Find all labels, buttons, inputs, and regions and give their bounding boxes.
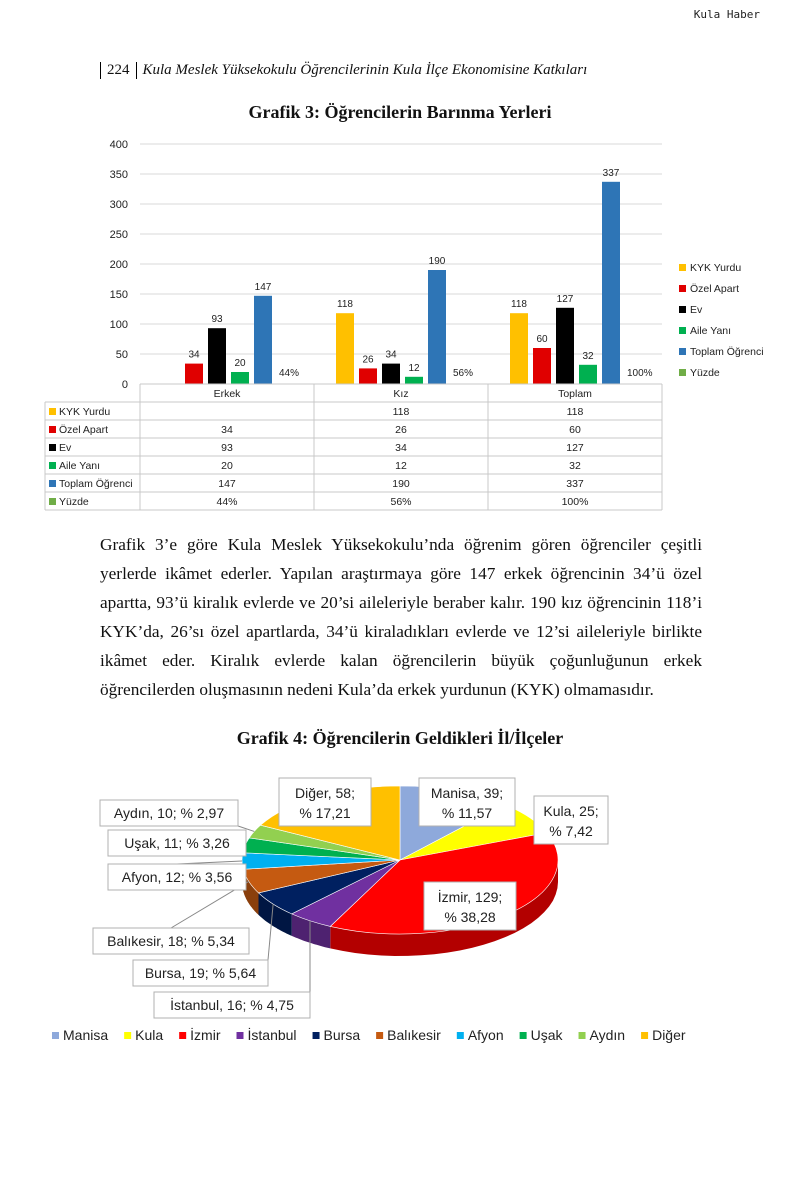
- legend-label: Kula: [135, 1027, 164, 1043]
- table-cell: 60: [569, 424, 581, 436]
- table-cell: 20: [221, 460, 233, 472]
- legend-label: İzmir: [190, 1027, 221, 1043]
- table-cell: 12: [395, 460, 407, 472]
- legend-swatch: [457, 1032, 464, 1039]
- body-paragraph: Grafik 3’e göre Kula Meslek Yüksekokulu’nda öğrenim gören öğrenciler çeşitli yerlerde ikâmet ederler. Yapılan araştırmaya göre 147 erkek öğrencinin 34’ü özel apartta, 93’ü kiralık evlerde ve 20’si aileleriyle beraber kalır. 190 kız öğrencinin 118’i KYK’da, 26’sı özel apartlarda, 34’ü kiraladıkları evlerde ve 12’si aileleriyle birlikte ikâmet eder. Kiralık evlerde kalan öğrencilerin büyük çoğunluğunun erkek öğrencilerden oluşmasının nedeni Kula’da erkek yurdunun (KYK) olmamasıdır.: [100, 535, 702, 699]
- table-cell: 32: [569, 460, 581, 472]
- legend-swatch: [179, 1032, 186, 1039]
- pie-label: % 17,21: [299, 805, 351, 821]
- bar: [382, 364, 400, 384]
- table-legend-swatch: [49, 408, 56, 415]
- legend-label: Bursa: [323, 1027, 361, 1043]
- bar: [254, 296, 272, 384]
- pie-label: % 38,28: [444, 909, 496, 925]
- y-tick-label: 0: [121, 379, 128, 391]
- pie-label: Aydın, 10; % 2,97: [113, 805, 225, 821]
- pie-label: Afyon, 12; % 3,56: [121, 869, 233, 885]
- table-cell: 93: [221, 442, 233, 454]
- pie-label: Bursa, 19; % 5,64: [144, 965, 257, 981]
- legend-label: Aydın: [589, 1027, 626, 1043]
- table-cell: 26: [395, 424, 407, 436]
- bar: [579, 365, 597, 384]
- bar-label: 34: [188, 349, 200, 361]
- bar: [602, 182, 620, 384]
- table-legend-swatch: [49, 426, 56, 433]
- legend-swatch: [52, 1032, 59, 1039]
- table-row-label: Aile Yanı: [59, 460, 101, 472]
- legend-swatch: [579, 1032, 586, 1039]
- table-cell: 44%: [216, 496, 238, 508]
- pie-label: Manisa, 39;: [430, 785, 504, 801]
- bar: [359, 368, 377, 384]
- x-category-label: Toplam: [558, 388, 592, 400]
- pie-label: Kula, 25;: [543, 803, 599, 819]
- table-cell: 127: [566, 442, 584, 454]
- table-cell: 34: [395, 442, 407, 454]
- table-legend-swatch: [49, 498, 56, 505]
- pie-label: Diğer, 58;: [295, 785, 355, 801]
- bar-label: 12: [408, 362, 420, 374]
- bar: [556, 308, 574, 384]
- legend-swatch: [679, 306, 686, 313]
- table-row-label: Ev: [59, 442, 72, 454]
- pie-label: Balıkesir, 18; % 5,34: [107, 933, 235, 949]
- legend-label: İstanbul: [247, 1027, 297, 1043]
- pie-label: Uşak, 11; % 3,26: [124, 835, 230, 851]
- legend-label: Balıkesir: [387, 1027, 441, 1043]
- bar-chart: [0, 0, 800, 520]
- bar-label: 100%: [627, 368, 653, 379]
- bar: [208, 328, 226, 384]
- table-cell: 118: [566, 406, 584, 418]
- table-cell: 34: [221, 424, 233, 436]
- bar-label: 190: [428, 256, 446, 267]
- legend-swatch: [679, 285, 686, 292]
- bar-label: 118: [511, 299, 527, 311]
- bar-label: 337: [602, 167, 620, 179]
- legend-label: Ev: [690, 304, 703, 316]
- legend-label: Aile Yanı: [690, 325, 732, 337]
- chart1-title: Grafik 3: Öğrencilerin Barınma Yerleri: [248, 102, 552, 122]
- bar-label: 20: [234, 358, 246, 369]
- legend-label: Özel Apart: [690, 283, 740, 295]
- y-tick-label: 400: [109, 139, 128, 151]
- legend-swatch: [520, 1032, 527, 1039]
- bar: [231, 372, 249, 384]
- y-tick-label: 200: [109, 259, 128, 271]
- table-cell: 337: [566, 478, 584, 490]
- legend-swatch: [376, 1032, 383, 1039]
- table-cell: 118: [392, 406, 410, 418]
- legend-label: Afyon: [467, 1027, 504, 1043]
- table-cell: 190: [392, 478, 410, 490]
- legend-label: Toplam Öğrenci: [690, 346, 764, 358]
- table-legend-swatch: [49, 444, 56, 451]
- watermark: Kula Haber: [693, 8, 760, 21]
- bar-label: 44%: [279, 368, 300, 379]
- bar-label: 34: [385, 349, 397, 361]
- bar-label: 147: [254, 281, 272, 293]
- bar-label: 56%: [453, 368, 474, 379]
- y-tick-label: 250: [109, 229, 128, 241]
- table-legend-swatch: [49, 480, 56, 487]
- bar-label: 93: [211, 314, 223, 326]
- table-cell: 100%: [561, 496, 589, 508]
- bar: [510, 313, 528, 384]
- y-tick-label: 100: [109, 319, 128, 331]
- y-tick-label: 50: [115, 349, 128, 361]
- legend-label: Yüzde: [690, 367, 720, 379]
- pie-label: % 11,57: [441, 805, 493, 821]
- table-row-label: KYK Yurdu: [59, 406, 111, 418]
- pie-label: İstanbul, 16; % 4,75: [170, 997, 294, 1013]
- table-row-label: Toplam Öğrenci: [59, 478, 133, 490]
- legend-label: Uşak: [530, 1027, 563, 1043]
- pie-label: İzmir, 129;: [437, 889, 503, 905]
- table-legend-swatch: [49, 462, 56, 469]
- page-number: 224: [100, 62, 137, 79]
- legend-swatch: [313, 1032, 320, 1039]
- bar-label: 60: [536, 334, 548, 345]
- legend-swatch: [679, 348, 686, 355]
- chart2-title: Grafik 4: Öğrencilerin Geldikleri İl/İlçeler: [236, 728, 564, 748]
- pie-label: % 7,42: [549, 823, 593, 839]
- pie-chart: [0, 760, 800, 1090]
- x-category-label: Erkek: [213, 388, 241, 400]
- table-cell: 56%: [390, 496, 412, 508]
- bar: [533, 348, 551, 384]
- running-title: Kula Meslek Yüksekokulu Öğrencilerinin Kula İlçe Ekonomisine Katkıları: [142, 62, 588, 78]
- legend-label: Diğer: [652, 1027, 686, 1043]
- bar: [428, 270, 446, 384]
- legend-label: Manisa: [63, 1027, 109, 1043]
- y-tick-label: 300: [109, 199, 128, 211]
- legend-swatch: [237, 1032, 244, 1039]
- bar-label: 118: [337, 299, 353, 311]
- legend-swatch: [679, 369, 686, 376]
- legend-swatch: [679, 327, 686, 334]
- table-row-label: Yüzde: [59, 496, 89, 508]
- bar-label: 32: [582, 350, 594, 362]
- legend-swatch: [124, 1032, 131, 1039]
- x-category-label: Kız: [393, 388, 409, 400]
- table-cell: 147: [218, 478, 236, 490]
- y-tick-label: 150: [109, 289, 128, 301]
- table-row-label: Özel Apart: [59, 424, 109, 436]
- legend-swatch: [641, 1032, 648, 1039]
- legend-label: KYK Yurdu: [690, 262, 742, 274]
- legend-swatch: [679, 264, 686, 271]
- bar: [405, 377, 423, 384]
- y-tick-label: 350: [109, 169, 128, 181]
- bar-label: 127: [556, 293, 574, 305]
- bar: [185, 364, 203, 384]
- bar: [336, 313, 354, 384]
- bar-label: 26: [362, 354, 374, 366]
